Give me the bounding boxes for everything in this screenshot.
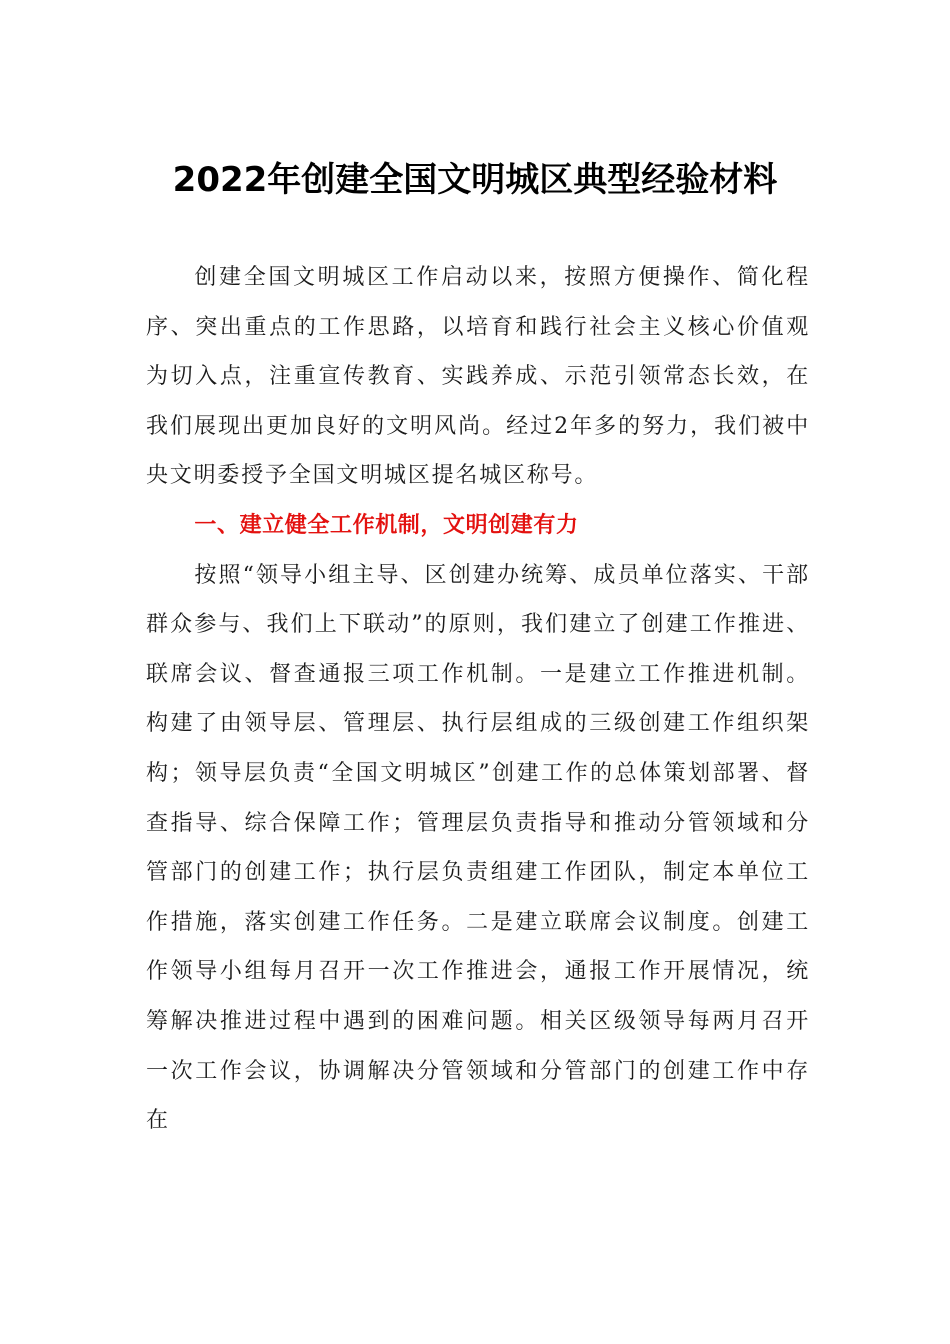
document-body <box>146 253 810 1146</box>
intro-paragraph: 创建全国文明城区工作启动以来，按照方便操作、简化程序、突出重点的工作思路，以培育和践行社会主义核心价值观为切入点，注重宣传教育、实践养成、示范引领常态长效，在我们展现出更加良好的文明风尚。经过2年多的努力，我们被中央文明委授予全国文明城区提名城区称号。 <box>146 265 810 489</box>
document-title: 2022年创建全国文明城区典型经验材料 <box>172 160 778 200</box>
section-paragraph: 按照“领导小组主导、区创建办统筹、成员单位落实、干部群众参与、我们上下联动”的原则，我们建立了创建工作推进、联席会议、督查通报三项工作机制。一是建立工作推进机制。构建了由领导层、管理层、执行层组成的三级创建工作组织架构；领导层负责“全国文明城区”创建工作的总体策划部署、督查指导、综合保障工作；管理层负责指导和推动分管领域和分管部门的创建工作；执行层负责组建工作团队，制定本单位工作措施，落实创建工作任务。二是建立联席会议制度。创建工作领导小组每月召开一次工作推进会，通报工作开展情况，统筹解决推进过程中遇到的困难问题。相关区级领导每两月召开一次工作会议，协调解决分管领域和分管部门的创建工作中存在 <box>146 562 810 1134</box>
section-heading: 一、建立健全工作机制，文明创建有力 <box>194 512 579 538</box>
